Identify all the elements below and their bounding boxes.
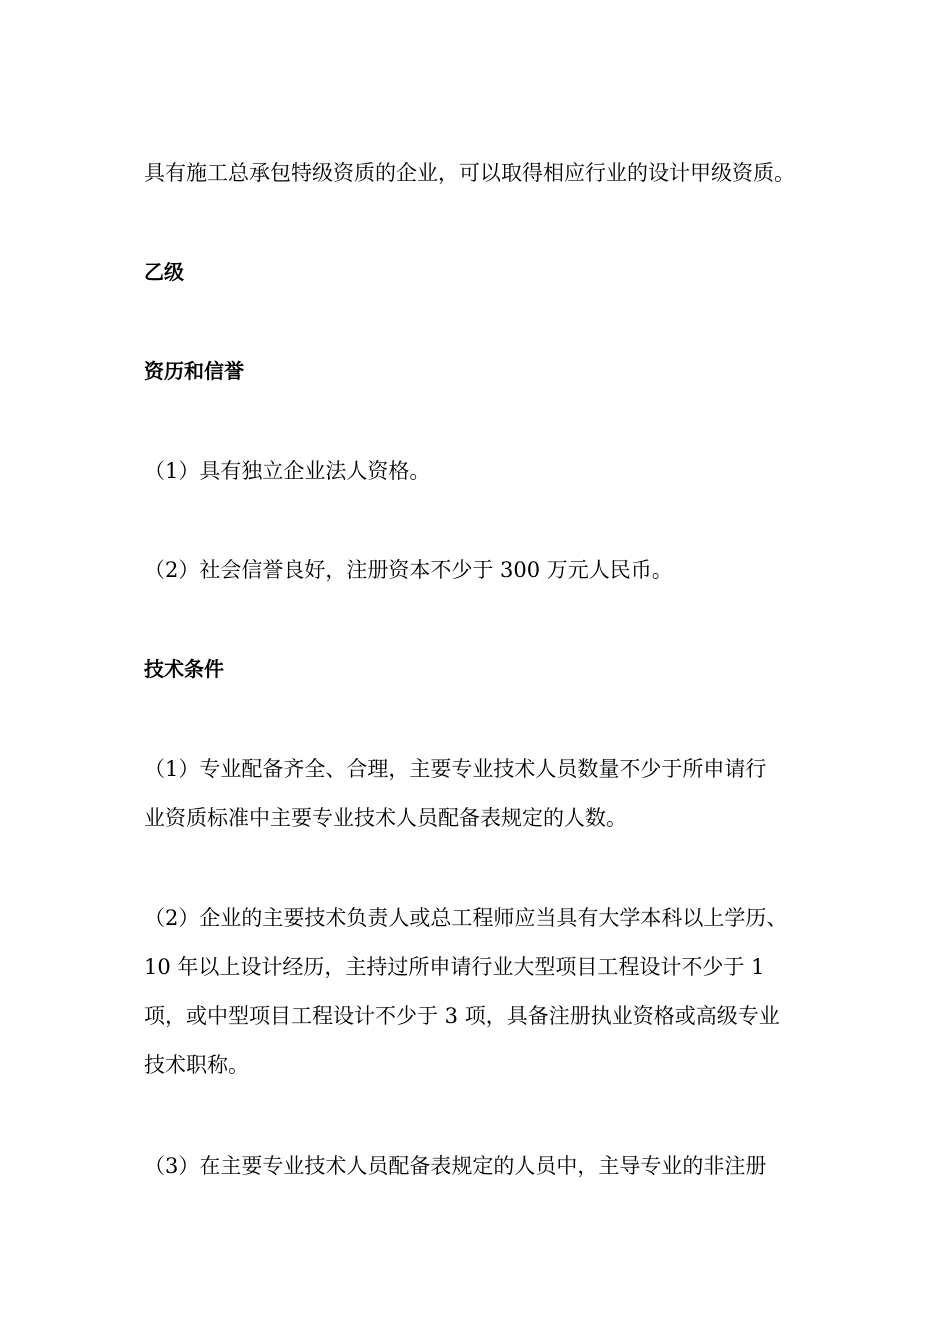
section-heading-technical: 技术条件 — [144, 657, 224, 681]
technical-item-1 — [144, 755, 766, 832]
section-heading-qualification: 资历和信誉 — [144, 359, 244, 383]
grade-heading: 乙级 — [144, 260, 184, 284]
technical-item-2-line: （2）企业的主要技术负责人或总工程师应当具有大学本科以上学历、 — [144, 906, 788, 930]
technical-item-2 — [144, 904, 787, 1079]
qualification-item-2: （2）社会信誉良好，注册资本不少于 300 万元人民币。 — [144, 558, 673, 582]
technical-item-1-line: （1）专业配备齐全、合理，主要专业技术人员数量不少于所申请行 — [144, 757, 767, 781]
technical-item-2-line: 技术职称。 — [144, 1053, 249, 1077]
technical-item-2-line: 项，或中型项目工程设计不少于 3 项，具备注册执业资格或高级专业 — [144, 1004, 780, 1028]
technical-item-1-line: 业资质标准中主要专业技术人员配备表规定的人数。 — [144, 806, 627, 830]
qualification-item-1: （1）具有独立企业法人资格。 — [144, 459, 431, 483]
technical-item-3-line: （3）在主要专业技术人员配备表规定的人员中，主导专业的非注册 — [144, 1154, 767, 1178]
technical-item-3 — [144, 1152, 766, 1180]
technical-item-2-line: 10 年以上设计经历，主持过所申请行业大型项目工程设计不少于 1 — [144, 955, 765, 979]
intro-paragraph: 具有施工总承包特级资质的企业，可以取得相应行业的设计甲级资质。 — [144, 161, 795, 185]
